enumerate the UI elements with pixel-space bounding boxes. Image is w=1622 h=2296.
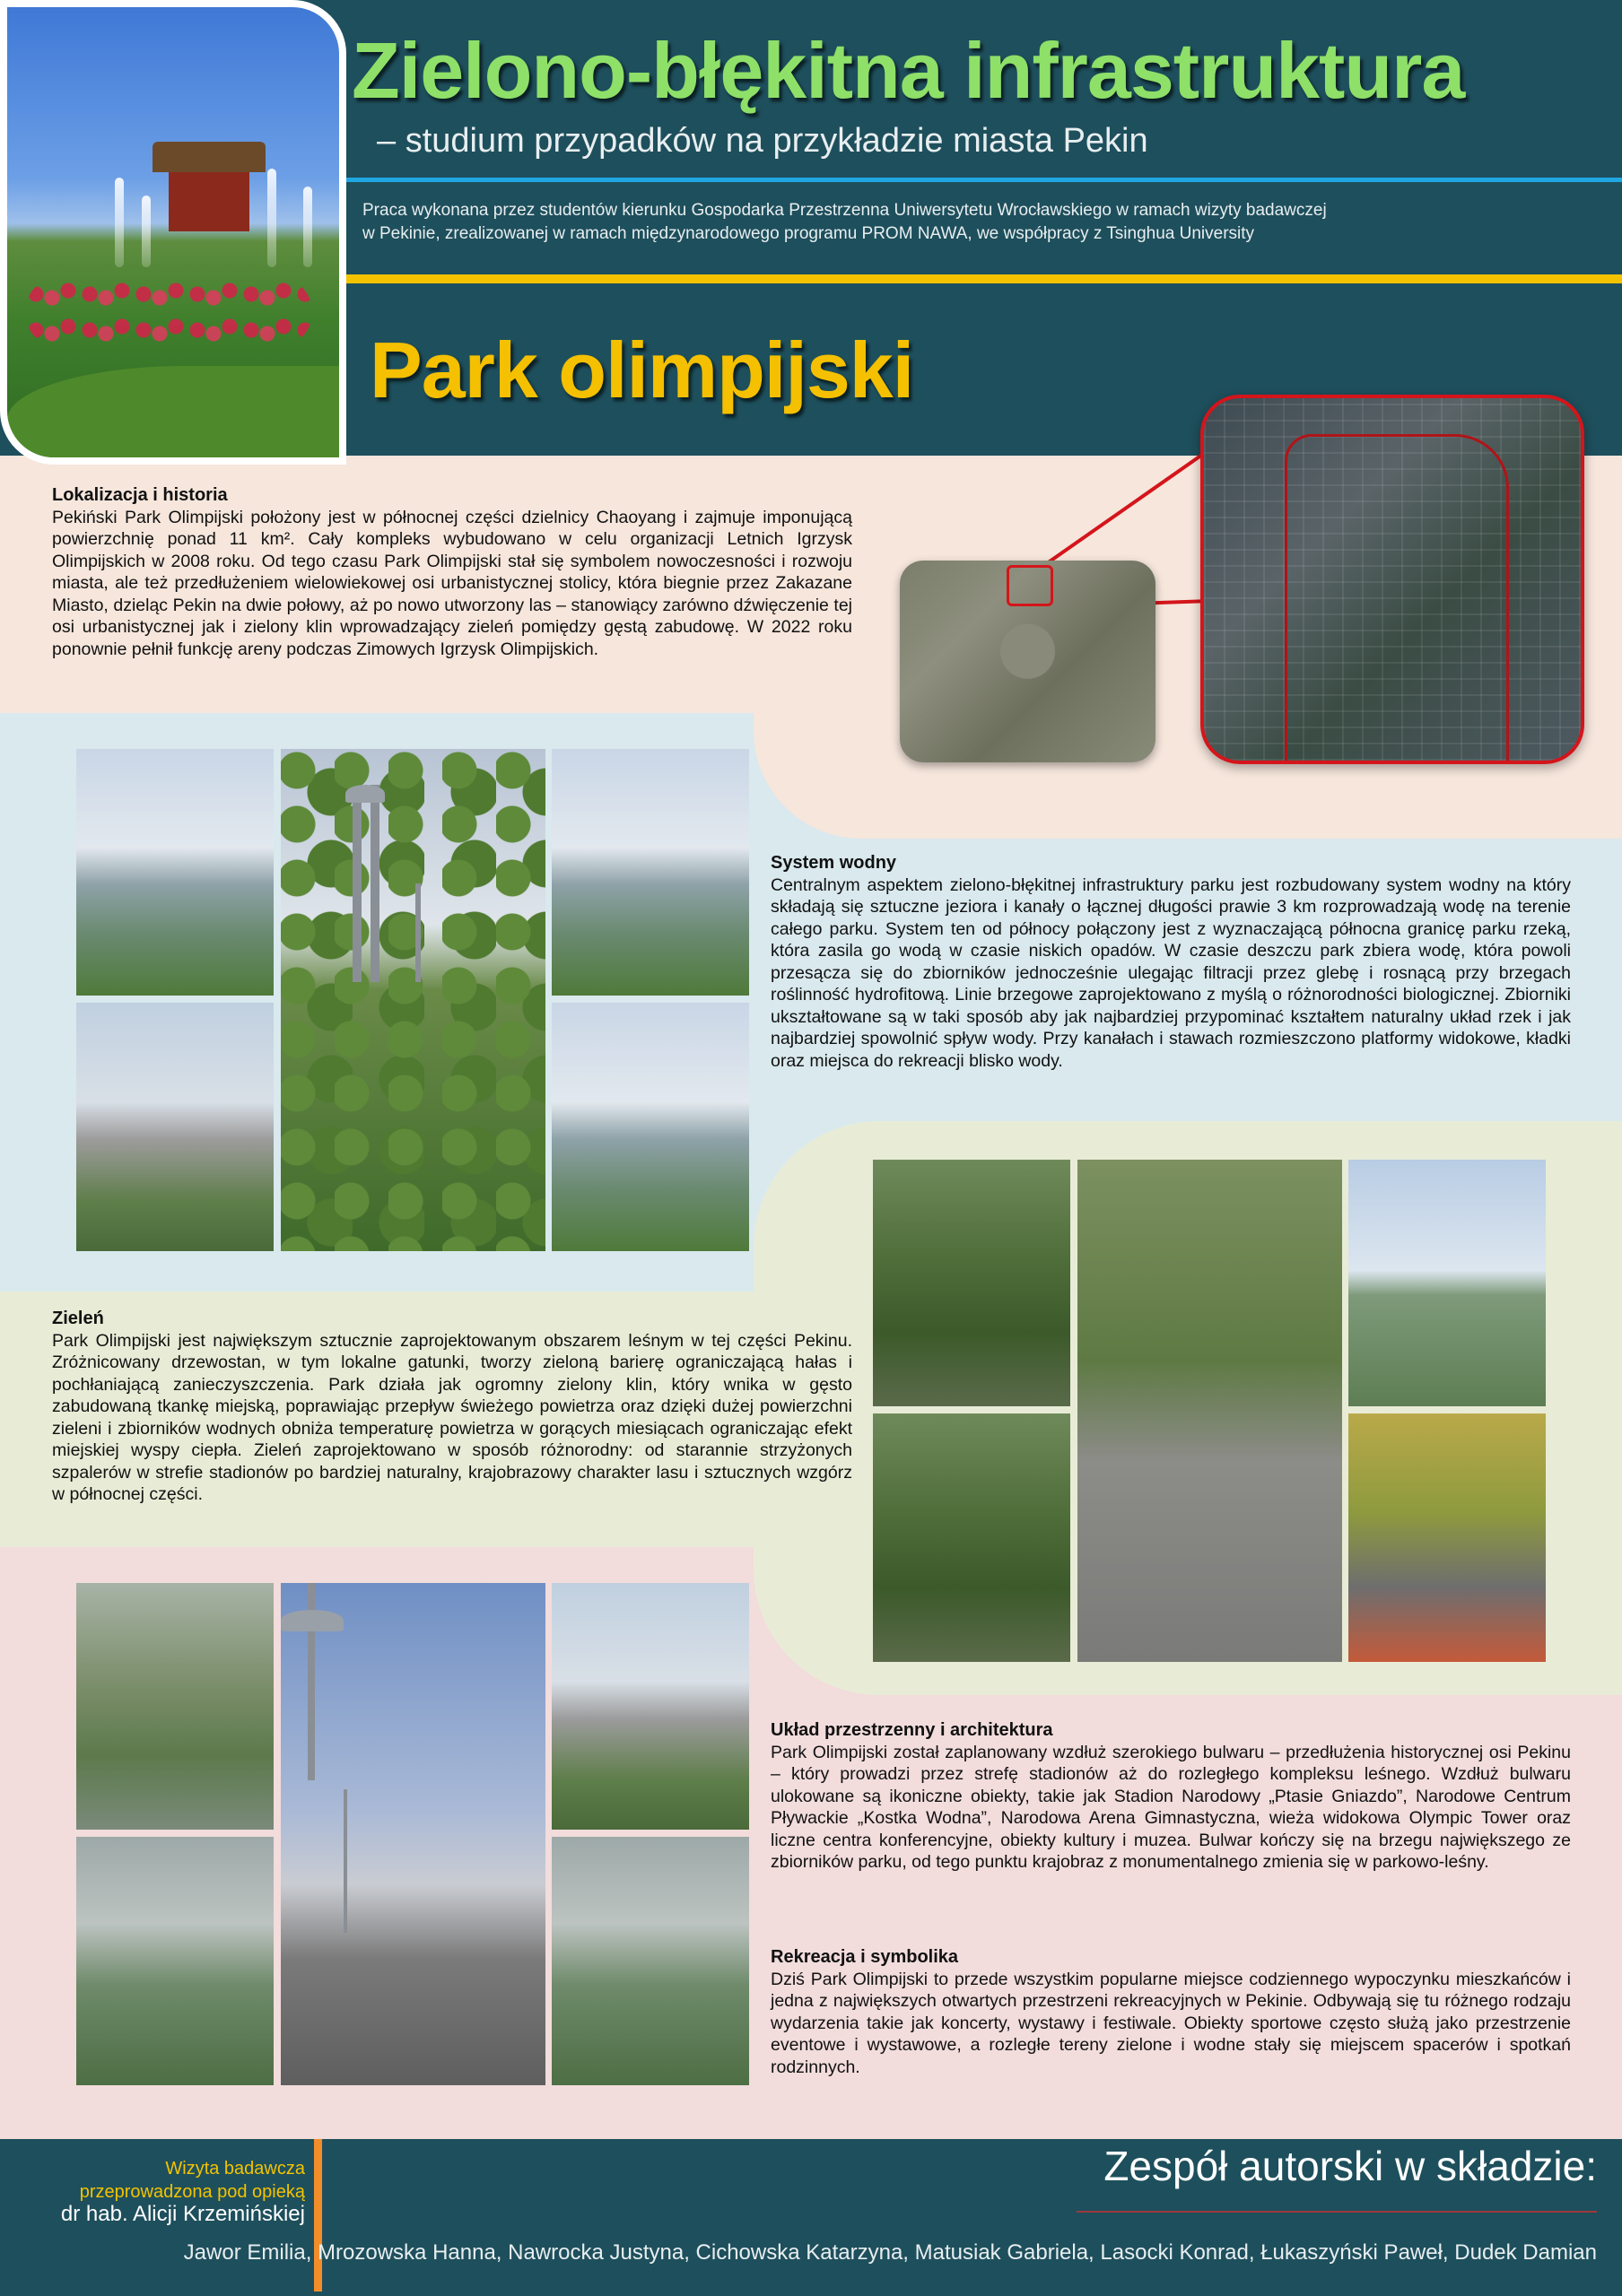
photo-garden-drainage-grate — [1077, 1160, 1342, 1662]
poster-title: Zielono-błękitna infrastruktura — [352, 26, 1465, 115]
location-heading: Lokalizacja i historia — [52, 485, 228, 505]
hedge-illustration — [7, 366, 339, 465]
visit-line: przeprowadzona pod opieką — [79, 2182, 305, 2202]
gate-illustration — [169, 169, 249, 231]
layout-heading: Układ przestrzenny i architektura — [771, 1720, 1053, 1740]
project-description — [362, 199, 1349, 246]
tower-illustration — [371, 785, 379, 982]
map-highlight-frame — [1007, 565, 1053, 606]
photo-cycling-lane — [1348, 1413, 1546, 1662]
tower-illustration — [281, 1610, 344, 1631]
photo-birds-nest-canal — [76, 1003, 274, 1251]
flowerbed-illustration — [25, 276, 312, 348]
photo-birds-nest-stadium — [552, 1583, 749, 1830]
tower-illustration — [345, 785, 385, 803]
photo-lake-reeds — [552, 749, 749, 996]
photo-forest-path — [873, 1413, 1070, 1662]
tower-illustration — [353, 803, 362, 982]
photo-olympic-tower-lily-pond — [281, 749, 545, 1251]
photo-tree-lined-sidewalk — [1348, 1160, 1546, 1406]
fountain-illustration — [142, 196, 151, 267]
fountain-illustration — [115, 178, 124, 267]
photo-aerial-park — [76, 1583, 274, 1830]
location-body: Pekiński Park Olimpijski położony jest w północnej części dzielnicy Chaoyang i zajmuje imponującą powierzchnię ponad 11 km². Cały kompleks wybudowano w celu organizacji Letnich Igrzysk Olimpijskich w 2008 roku. Od tego czasu Park Olimpijski stał się symbolem nowoczesności i rozwoju miasta, ale też przedłużeniem wielowiekowej osi urbanistycznej stolicy, która biegnie przez Zakazane Miasto, dzieląc Pekin na dwie połowy, aż po nowo utworzony las – stanowiący zarówno dźwięczenie tej osi urbanistycznej jak i zielony klin wprowadzający zieleń pomiędzy gęstą zabudowę. W 2022 roku ponownie pełnił funkcję areny podczas Zimowych Igrzysk Olimpijskich. — [52, 507, 852, 659]
fountain-illustration — [267, 169, 276, 267]
footer-rule — [1077, 2211, 1597, 2213]
photo-aerial-canal — [76, 1837, 274, 2085]
poster-subtitle: – studium przypadków na przykładzie miasta Pekin — [377, 122, 1148, 160]
recreation-heading: Rekreacja i symbolika — [771, 1947, 959, 1967]
description-line: Praca wykonana przez studentów kierunku Gospodarka Przestrzenna Uniwersytetu Wrocławskiego w ramach wizyty badawczej — [362, 201, 1327, 220]
photo-forest-sprinkler — [873, 1160, 1070, 1406]
location-section — [52, 484, 852, 660]
section-title: Park olimpijski — [370, 326, 914, 414]
team-heading: Zespół autorski w składzie: — [1103, 2143, 1597, 2189]
lamp-illustration — [415, 883, 421, 982]
park-boundary-outline — [1285, 434, 1509, 764]
greenery-heading: Zieleń — [52, 1309, 104, 1328]
greenery-body: Park Olimpijski jest największym sztucznie zaprojektowanym obszarem leśnym w tej części Pekinu. Zróżnicowany drzewostan, w tym lokalne gatunki, tworzy zieloną barierę ograniczającą hałas i pochłaniającą zanieczyszczenia. Park działa jak ogromny zielony klin, który wnika w gęsto zabudowaną tkankę miejską, poprawiając przepływ świeżego powietrza oraz dzięki dużej powierzchni zieleni i zbiorników wodnych obniża temperaturę powietrza w gorących miesiącach ograniczając efekt miejskiej wyspy ciepła. Zieleń zaprojektowano w sposób różnorodny: od starannie strzyżonych szpalerów w strefie stadionów po bardziej naturalny, krajobrazowy charakter lasu i sztucznych wzgórz w północnej części. — [52, 1330, 852, 1504]
recreation-body: Dziś Park Olimpijski to przede wszystkim popularne miejsce codziennego wypoczynku mieszkańców i jedna z największych otwartych przestrzeni rekreacyjnych w Pekinie. Odbywają się tu różnego rodzaju wydarzenia takie jak koncerty, wystawy i festiwale. Obiekty sportowe często służą jako przestrzenie eventowe i wystawowe, a rozległe tereny zielone i wodne stały się miejscem spacerów i spotkań rodzinnych. — [771, 1969, 1571, 2077]
photo-willow-lake — [76, 749, 274, 996]
divider-yellow — [346, 274, 1622, 283]
greenery-section — [52, 1308, 852, 1506]
author-list: Jawor Emilia, Mrozowska Hanna, Nawrocka Justyna, Cichowska Katarzyna, Matusiak Gabriela, Lasocki Konrad, Łukaszyński Paweł, Dudek Damian — [183, 2240, 1597, 2265]
olympic-park-satellite-map — [1200, 395, 1584, 764]
recreation-section — [771, 1946, 1571, 2078]
water-heading: System wodny — [771, 853, 897, 873]
visit-line: Wizyta badawcza — [165, 2159, 305, 2179]
lamp-illustration — [344, 1789, 347, 1933]
fountain-illustration — [303, 187, 312, 267]
hero-photo-tiananmen — [0, 0, 346, 465]
description-line: w Pekinie, zrealizowanej w ramach międzynarodowego programu PROM NAWA, we współpracy z Tsinghua University — [362, 224, 1255, 243]
photo-central-boulevard — [281, 1583, 545, 2085]
divider-blue — [346, 178, 1622, 182]
layout-body: Park Olimpijski został zaplanowany wzdłuż szerokiego bulwaru – przedłużenia historycznej osi Pekinu – który prowadzi przez strefę stadionów aż do rozległego kompleksu leśnego. Wzdłuż bulwaru ulokowane są ikoniczne obiekty, takie jak Stadion Narodowy „Ptasie Gniazdo”, Narodowe Centrum Pływackie „Kostka Wodna”, Narodowa Arena Gimnastyczna, wieża widokowa Olympic Tower oraz liczne centra konferencyjne, obiekty kultury i muzea. Bulwar kończy się na brzegu największego ze zbiorników parku, od tego punktu krajobraz z monumentalnego zmienia się w parkowo-leśny. — [771, 1742, 1571, 1872]
visit-info — [0, 2157, 305, 2204]
water-section — [771, 852, 1571, 1072]
water-body: Centralnym aspektem zielono-błękitnej infrastruktury parku jest rozbudowany system wodny na który składają się sztuczne jeziora i kanały o łącznej długości prawie 3 km rozprowadzają wodę na terenie całego parku. System ten od północy połączony jest z wyznaczającą północna granicę parku rzeką, która zasila go wodą w czasie niskich opadów. W czasie deszczu park zbiera wodę, która powoli przesącza się do zbiorników jednocześnie ulegając filtracji przez glebę i rosnącą przy brzegach roślinność hydrofitową. Linie brzegowe zaprojektowano z myślą o różnorodności biologicznej. Zbiorniki ukształtowane są w taki sposób aby jak najbardziej przypominać kształtem naturalny układ rzek i jak najbardziej spowolnić spływ wody. Przy kanałach i stawach rozmieszczono platformy widokowe, kładki oraz miejsca do rekreacji blisko wody. — [771, 874, 1571, 1071]
photo-forest-skyline — [552, 1837, 749, 2085]
footer-divider — [314, 2139, 322, 2292]
layout-section — [771, 1719, 1571, 1874]
supervisor-name: dr hab. Alicji Krzemińskiej — [60, 2202, 305, 2226]
photo-pavilion-reflection — [552, 1003, 749, 1251]
